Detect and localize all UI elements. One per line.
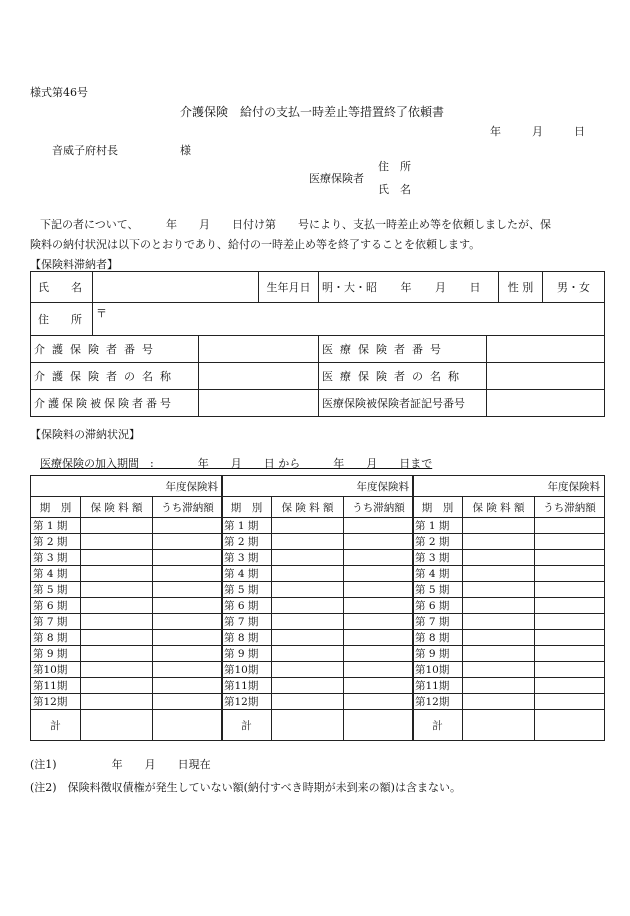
period-label: 第 9 期: [222, 646, 272, 662]
period-label: 第 1 期: [222, 518, 272, 534]
table-row: [222, 518, 414, 534]
arrears-amount-cell[interactable]: [153, 518, 223, 534]
premium-amount-cell[interactable]: [463, 534, 535, 550]
period-label: 第 7 期: [222, 614, 272, 630]
period-label: 第 6 期: [222, 598, 272, 614]
table-row: [222, 550, 414, 566]
total-premium-cell[interactable]: [81, 710, 153, 741]
payer-sex-options[interactable]: 男・女: [543, 272, 605, 303]
period-label: 第 4 期: [31, 566, 81, 582]
insurance-period-line: 医療保険の加入期間 : 年 月 日 から 年 月 日まで: [40, 457, 433, 470]
table-row: [413, 582, 605, 598]
premium-amount-cell[interactable]: [81, 630, 153, 646]
premium-amount-cell[interactable]: [272, 550, 344, 566]
arrears-amount-cell[interactable]: [535, 534, 605, 550]
table-row: [222, 630, 414, 646]
table-row: [222, 646, 414, 662]
kaigo-insurer-number-label: 介護保険者番号: [31, 336, 199, 363]
period-label: 第 8 期: [31, 630, 81, 646]
table-row: [222, 566, 414, 582]
arrears-amount-cell[interactable]: [535, 646, 605, 662]
table-row: [222, 694, 414, 710]
period-label: 第11期: [413, 678, 463, 694]
section-heading-payer: 【保険料滞納者】: [30, 258, 118, 271]
arrears-amount-cell[interactable]: [344, 694, 414, 710]
arrears-amount-cell[interactable]: [535, 662, 605, 678]
premium-amount-cell[interactable]: [463, 550, 535, 566]
period-label: 第10期: [31, 662, 81, 678]
premium-amount-cell[interactable]: [272, 534, 344, 550]
total-label: 計: [31, 710, 81, 741]
arrears-amount-cell[interactable]: [344, 566, 414, 582]
premium-amount-cell[interactable]: [81, 518, 153, 534]
body-text-line2: 険料の納付状況は以下のとおりであり、給付の一時差止め等を終了することを依頼します。: [30, 238, 481, 251]
premium-amount-cell[interactable]: [81, 598, 153, 614]
era-options: 明・大・昭: [322, 281, 377, 294]
premium-amount-cell[interactable]: [81, 566, 153, 582]
table-row: [413, 534, 605, 550]
period-label: 第 1 期: [413, 518, 463, 534]
table-row: [31, 550, 223, 566]
table-row: [413, 662, 605, 678]
total-arrears-cell[interactable]: [344, 710, 414, 741]
period-label: 第 4 期: [222, 566, 272, 582]
period-label: 第 9 期: [31, 646, 81, 662]
arrears-amount-cell[interactable]: [153, 614, 223, 630]
table-row: [31, 662, 223, 678]
arrears-amount-cell[interactable]: [153, 646, 223, 662]
premium-amount-cell[interactable]: [272, 630, 344, 646]
period-label: 第 2 期: [222, 534, 272, 550]
period-label: 第11期: [31, 678, 81, 694]
birth-year-label: 年: [400, 281, 412, 294]
premium-amount-cell[interactable]: [81, 694, 153, 710]
premium-amount-cell[interactable]: [272, 662, 344, 678]
arrears-amount-cell[interactable]: [344, 646, 414, 662]
premium-amount-cell[interactable]: [81, 582, 153, 598]
period-label: 第 5 期: [31, 582, 81, 598]
arrears-table-3: [412, 475, 605, 741]
col-period-header: 期 別: [31, 497, 81, 518]
form-number: 様式第46号: [30, 86, 88, 99]
arrears-amount-cell[interactable]: [153, 566, 223, 582]
arrears-amount-cell[interactable]: [153, 662, 223, 678]
period-label: 第 5 期: [222, 582, 272, 598]
premium-amount-cell[interactable]: [272, 646, 344, 662]
addressee-name: 音威子府村長: [52, 144, 118, 157]
period-label: 第10期: [222, 662, 272, 678]
premium-amount-cell[interactable]: [272, 678, 344, 694]
date-day-label: 日: [574, 125, 585, 138]
arrears-amount-cell[interactable]: [535, 518, 605, 534]
period-label: 第 7 期: [413, 614, 463, 630]
premium-amount-cell[interactable]: [272, 566, 344, 582]
period-label: 第 8 期: [413, 630, 463, 646]
payer-sex-label: 性 別: [499, 272, 543, 303]
total-premium-cell[interactable]: [463, 710, 535, 741]
premium-amount-cell[interactable]: [81, 646, 153, 662]
col-amount-header: 保 険 料 額: [272, 497, 344, 518]
table-row: [31, 630, 223, 646]
sender-name-label: 氏 名: [378, 183, 411, 196]
period-label: 第 3 期: [413, 550, 463, 566]
table-row: [413, 566, 605, 582]
payer-table: [30, 271, 605, 336]
total-arrears-cell[interactable]: [153, 710, 223, 741]
premium-amount-cell[interactable]: [81, 678, 153, 694]
table-row: [31, 614, 223, 630]
iryo-insurer-number-label: 医療保険者番号: [319, 336, 487, 363]
payer-birth-field[interactable]: [319, 272, 499, 303]
table-row: [413, 518, 605, 534]
arrears-table-1: [30, 475, 223, 741]
arrears-amount-cell[interactable]: [535, 582, 605, 598]
premium-amount-cell[interactable]: [463, 694, 535, 710]
premium-amount-cell[interactable]: [463, 646, 535, 662]
table-row: [31, 566, 223, 582]
premium-amount-cell[interactable]: [463, 614, 535, 630]
premium-amount-cell[interactable]: [272, 582, 344, 598]
table-row: [222, 534, 414, 550]
table-row: [31, 646, 223, 662]
table-row: [31, 598, 223, 614]
arrears-amount-cell[interactable]: [344, 614, 414, 630]
period-label: 第12期: [413, 694, 463, 710]
arrears-amount-cell[interactable]: [344, 518, 414, 534]
period-label: 第 5 期: [413, 582, 463, 598]
table-row: [413, 614, 605, 630]
premium-amount-cell[interactable]: [463, 518, 535, 534]
period-label: 第 6 期: [31, 598, 81, 614]
total-label: 計: [222, 710, 272, 741]
date-month-label: 月: [532, 125, 543, 138]
col-amount-header: 保 険 料 額: [81, 497, 153, 518]
arrears-amount-cell[interactable]: [344, 678, 414, 694]
total-label: 計: [413, 710, 463, 741]
premium-amount-cell[interactable]: [81, 662, 153, 678]
period-label: 第 7 期: [31, 614, 81, 630]
page-title: 介護保険 給付の支払一時差止等措置終了依頼書: [180, 105, 445, 119]
arrears-amount-cell[interactable]: [535, 694, 605, 710]
table-row: [222, 614, 414, 630]
arrears-amount-cell[interactable]: [153, 630, 223, 646]
table-row: [413, 598, 605, 614]
premium-amount-cell[interactable]: [81, 534, 153, 550]
table-row: [413, 646, 605, 662]
table-row: [413, 550, 605, 566]
payer-address-field[interactable]: [93, 303, 605, 336]
premium-amount-cell[interactable]: [272, 614, 344, 630]
premium-amount-cell[interactable]: [81, 614, 153, 630]
kaigo-insurer-name-label: 介護保険者の名称: [31, 363, 199, 390]
table-row: [31, 678, 223, 694]
period-label: 第 2 期: [413, 534, 463, 550]
arrears-amount-cell[interactable]: [535, 598, 605, 614]
col-period-header: 期 別: [222, 497, 272, 518]
payer-name-field[interactable]: [93, 272, 259, 303]
period-label: 第 8 期: [222, 630, 272, 646]
iryo-insured-number-label: 医療保険被保険者証記号番号: [319, 390, 487, 417]
arrears-amount-cell[interactable]: [153, 678, 223, 694]
total-arrears-cell[interactable]: [535, 710, 605, 741]
col-arrears-header: うち滞納額: [153, 497, 223, 518]
period-label: 第 6 期: [413, 598, 463, 614]
arrears-amount-cell[interactable]: [153, 598, 223, 614]
total-premium-cell[interactable]: [272, 710, 344, 741]
body-text-line1: 下記の者について、 年 月 日付け第 号により、支払一時差止め等を依頼しましたが、保: [40, 218, 552, 231]
sender-address-label: 住 所: [378, 160, 411, 173]
arrears-amount-cell[interactable]: [344, 598, 414, 614]
arrears-amount-cell[interactable]: [344, 630, 414, 646]
premium-amount-cell[interactable]: [463, 582, 535, 598]
birth-month-label: 月: [435, 281, 446, 294]
period-label: 第 2 期: [31, 534, 81, 550]
arrears-amount-cell[interactable]: [535, 550, 605, 566]
note-2: (注2) 保険料徴収債権が発生していない額(納付すべき時期が未到来の額)は含まない。: [30, 781, 461, 794]
iryo-insured-number-field[interactable]: [487, 390, 605, 417]
arrears-amount-cell[interactable]: [535, 614, 605, 630]
premium-amount-cell[interactable]: [463, 566, 535, 582]
col-amount-header: 保 険 料 額: [463, 497, 535, 518]
col-period-header: 期 別: [413, 497, 463, 518]
iryo-insurer-name-label: 医療保険者の名称: [319, 363, 487, 390]
arrears-amount-cell[interactable]: [153, 534, 223, 550]
date-year-label: 年: [490, 125, 501, 138]
sender-label: 医療保険者: [309, 172, 364, 185]
payer-address-label: 住 所: [31, 303, 93, 336]
period-label: 第 3 期: [31, 550, 81, 566]
iryo-insurer-number-field[interactable]: [487, 336, 605, 363]
table-row: [222, 678, 414, 694]
premium-amount-cell[interactable]: [463, 598, 535, 614]
section-heading-arrears: 【保険料の滞納状況】: [30, 428, 140, 441]
kaigo-insurer-number-field[interactable]: [199, 336, 319, 363]
arrears-amount-cell[interactable]: [344, 662, 414, 678]
col-arrears-header: うち滞納額: [535, 497, 605, 518]
table-row: [222, 662, 414, 678]
table-row: [222, 598, 414, 614]
table-row: [31, 694, 223, 710]
table-row: [413, 694, 605, 710]
arrears-amount-cell[interactable]: [344, 582, 414, 598]
insurer-table: [30, 335, 605, 417]
postal-mark: 〒: [96, 307, 107, 320]
arrears-amount-cell[interactable]: [344, 550, 414, 566]
arrears-amount-cell[interactable]: [344, 534, 414, 550]
premium-amount-cell[interactable]: [463, 630, 535, 646]
premium-amount-cell[interactable]: [272, 518, 344, 534]
arrears-amount-cell[interactable]: [153, 582, 223, 598]
premium-amount-cell[interactable]: [463, 662, 535, 678]
table-row: [31, 518, 223, 534]
premium-amount-cell[interactable]: [272, 598, 344, 614]
col-arrears-header: うち滞納額: [344, 497, 414, 518]
premium-amount-cell[interactable]: [81, 550, 153, 566]
fiscal-year-header: 年度保険料: [222, 476, 414, 497]
iryo-insurer-name-field[interactable]: [487, 363, 605, 390]
arrears-amount-cell[interactable]: [535, 630, 605, 646]
period-label: 第 3 期: [222, 550, 272, 566]
arrears-amount-cell[interactable]: [153, 550, 223, 566]
table-row: [31, 534, 223, 550]
period-label: 第 9 期: [413, 646, 463, 662]
table-row: [413, 678, 605, 694]
fiscal-year-header: 年度保険料: [31, 476, 223, 497]
period-label: 第12期: [31, 694, 81, 710]
arrears-amount-cell[interactable]: [535, 678, 605, 694]
kaigo-insurer-name-field[interactable]: [199, 363, 319, 390]
table-row: [31, 582, 223, 598]
premium-amount-cell[interactable]: [272, 694, 344, 710]
table-row: [413, 630, 605, 646]
premium-amount-cell[interactable]: [463, 678, 535, 694]
arrears-amount-cell[interactable]: [535, 566, 605, 582]
kaigo-insured-number-label: 介護保険被保険者番号: [31, 390, 199, 417]
kaigo-insured-number-field[interactable]: [199, 390, 319, 417]
fiscal-year-header: 年度保険料: [413, 476, 605, 497]
payer-birth-label: 生年月日: [259, 272, 319, 303]
period-label: 第10期: [413, 662, 463, 678]
note-1: (注1) 年 月 日現在: [30, 758, 211, 771]
birth-day-label: 日: [469, 281, 481, 294]
arrears-amount-cell[interactable]: [153, 694, 223, 710]
arrears-table-2: [221, 475, 414, 741]
period-label: 第 4 期: [413, 566, 463, 582]
payer-name-label: 氏 名: [31, 272, 93, 303]
period-label: 第11期: [222, 678, 272, 694]
period-label: 第12期: [222, 694, 272, 710]
table-row: [222, 582, 414, 598]
issue-date: [490, 123, 585, 139]
period-label: 第 1 期: [31, 518, 81, 534]
addressee-honorific: 様: [180, 144, 191, 157]
